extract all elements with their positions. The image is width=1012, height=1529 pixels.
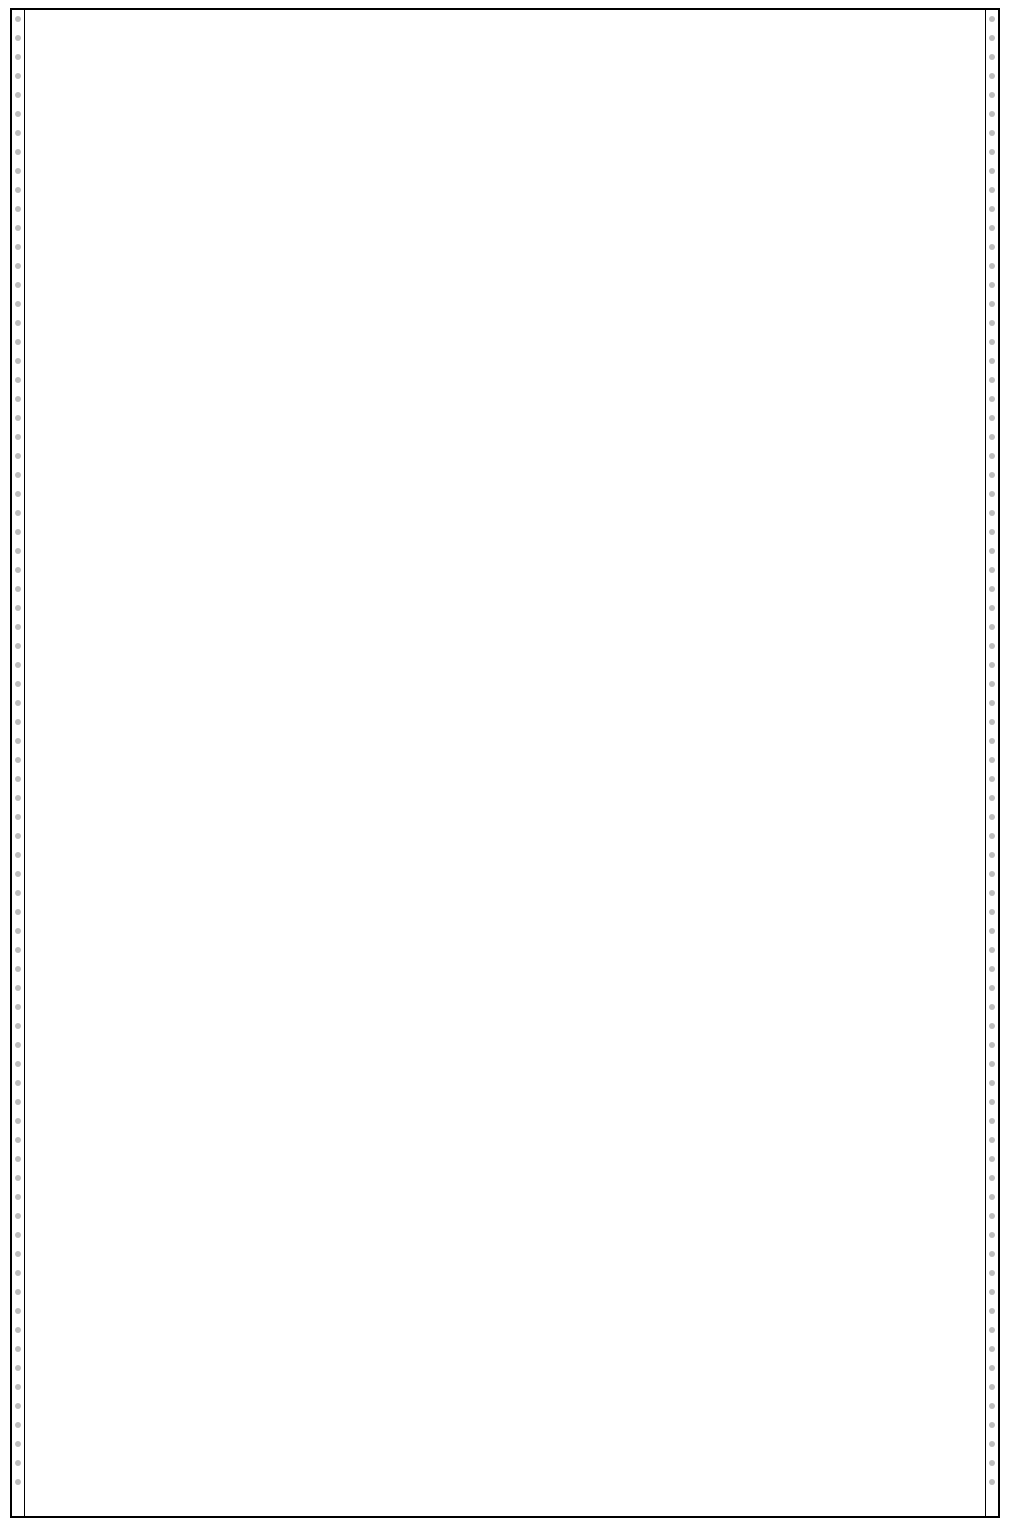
border-dot <box>15 1099 21 1105</box>
border-dot <box>15 339 21 345</box>
border-dot <box>989 510 995 516</box>
notice-content <box>34 20 976 1506</box>
border-dot <box>989 1289 995 1295</box>
border-dot <box>989 966 995 972</box>
border-dot <box>15 111 21 117</box>
border-dot <box>15 643 21 649</box>
border-dot <box>989 73 995 79</box>
border-dot <box>15 985 21 991</box>
border-dot <box>989 529 995 535</box>
border-dot <box>989 225 995 231</box>
right-dotted-border <box>985 10 998 1516</box>
border-dot <box>15 1460 21 1466</box>
border-dot <box>15 1118 21 1124</box>
border-dot <box>15 92 21 98</box>
border-dot <box>15 1156 21 1162</box>
border-dot <box>15 928 21 934</box>
border-dot <box>989 1023 995 1029</box>
border-dot <box>15 16 21 22</box>
border-dot <box>989 1251 995 1257</box>
border-dot <box>989 415 995 421</box>
border-dot <box>989 491 995 497</box>
border-dot <box>15 662 21 668</box>
border-dot <box>989 1460 995 1466</box>
border-dot <box>15 1403 21 1409</box>
border-dot <box>15 377 21 383</box>
border-dot <box>15 586 21 592</box>
border-dot <box>15 548 21 554</box>
border-dot <box>989 833 995 839</box>
border-dot <box>15 1061 21 1067</box>
border-dot <box>989 1327 995 1333</box>
border-dot <box>15 301 21 307</box>
border-dot <box>15 966 21 972</box>
border-dot <box>989 1232 995 1238</box>
border-dot <box>15 681 21 687</box>
border-dot <box>15 890 21 896</box>
border-dot <box>15 396 21 402</box>
border-dot <box>989 111 995 117</box>
border-dot <box>989 890 995 896</box>
border-dot <box>989 700 995 706</box>
border-dot <box>15 529 21 535</box>
border-dot <box>989 187 995 193</box>
border-dot <box>989 377 995 383</box>
border-dot <box>989 1156 995 1162</box>
border-dot <box>989 206 995 212</box>
border-dot <box>989 16 995 22</box>
border-dot <box>989 453 995 459</box>
border-dot <box>15 1365 21 1371</box>
border-dot <box>989 1004 995 1010</box>
border-dot <box>989 282 995 288</box>
border-dot <box>15 852 21 858</box>
border-dot <box>15 1175 21 1181</box>
border-dot <box>15 453 21 459</box>
border-dot <box>15 35 21 41</box>
border-dot <box>15 871 21 877</box>
border-dot <box>15 168 21 174</box>
border-dot <box>15 320 21 326</box>
border-dot <box>15 1327 21 1333</box>
border-dot <box>15 472 21 478</box>
border-dot <box>989 605 995 611</box>
border-dot <box>15 1042 21 1048</box>
border-dot <box>989 1213 995 1219</box>
border-dot <box>989 1384 995 1390</box>
border-dot <box>989 548 995 554</box>
border-dot <box>15 757 21 763</box>
border-dot <box>15 814 21 820</box>
border-dot <box>989 1061 995 1067</box>
border-dot <box>15 263 21 269</box>
border-dot <box>15 1384 21 1390</box>
border-dot <box>15 738 21 744</box>
border-dot <box>15 1270 21 1276</box>
border-dot <box>989 92 995 98</box>
border-dot <box>15 1232 21 1238</box>
border-dot <box>989 624 995 630</box>
border-dot <box>989 1346 995 1352</box>
border-dot <box>989 1365 995 1371</box>
border-dot <box>989 586 995 592</box>
border-dot <box>15 1289 21 1295</box>
border-dot <box>989 168 995 174</box>
border-dot <box>989 662 995 668</box>
border-dot <box>989 795 995 801</box>
border-dot <box>989 681 995 687</box>
border-dot <box>15 491 21 497</box>
border-dot <box>15 358 21 364</box>
border-dot <box>15 1023 21 1029</box>
border-dot <box>15 795 21 801</box>
border-dot <box>15 1137 21 1143</box>
border-dot <box>989 719 995 725</box>
border-dot <box>15 909 21 915</box>
border-dot <box>989 643 995 649</box>
border-dot <box>989 339 995 345</box>
border-dot <box>15 282 21 288</box>
border-dot <box>989 1194 995 1200</box>
border-dot <box>15 187 21 193</box>
notice-page <box>10 8 1000 1518</box>
border-dot <box>989 1099 995 1105</box>
border-dot <box>15 415 21 421</box>
border-dot <box>989 1441 995 1447</box>
border-dot <box>15 434 21 440</box>
border-dot <box>989 54 995 60</box>
border-dot <box>989 1175 995 1181</box>
border-dot <box>15 54 21 60</box>
border-dot <box>989 776 995 782</box>
border-dot <box>989 320 995 326</box>
border-dot <box>989 358 995 364</box>
border-dot <box>15 1479 21 1485</box>
border-dot <box>15 73 21 79</box>
left-dotted-border <box>12 10 25 1516</box>
border-dot <box>15 1346 21 1352</box>
border-dot <box>15 1308 21 1314</box>
border-dot <box>989 301 995 307</box>
border-dot <box>989 1118 995 1124</box>
border-dot <box>989 1479 995 1485</box>
border-dot <box>989 35 995 41</box>
border-dot <box>15 605 21 611</box>
border-dot <box>989 396 995 402</box>
border-dot <box>989 871 995 877</box>
border-dot <box>989 947 995 953</box>
border-dot <box>15 510 21 516</box>
border-dot <box>989 985 995 991</box>
border-dot <box>989 909 995 915</box>
border-dot <box>15 206 21 212</box>
border-dot <box>15 130 21 136</box>
border-dot <box>989 130 995 136</box>
border-dot <box>15 947 21 953</box>
border-dot <box>15 1422 21 1428</box>
border-dot <box>15 833 21 839</box>
border-dot <box>989 1270 995 1276</box>
border-dot <box>989 928 995 934</box>
border-dot <box>989 149 995 155</box>
border-dot <box>15 1194 21 1200</box>
border-dot <box>15 149 21 155</box>
border-dot <box>15 776 21 782</box>
border-dot <box>989 1042 995 1048</box>
border-dot <box>989 738 995 744</box>
border-dot <box>989 757 995 763</box>
border-dot <box>989 434 995 440</box>
border-dot <box>989 1137 995 1143</box>
border-dot <box>15 719 21 725</box>
border-dot <box>15 225 21 231</box>
border-dot <box>989 814 995 820</box>
border-dot <box>15 1213 21 1219</box>
border-dot <box>15 1080 21 1086</box>
border-dot <box>15 1251 21 1257</box>
border-dot <box>989 472 995 478</box>
border-dot <box>15 567 21 573</box>
border-dot <box>15 244 21 250</box>
border-dot <box>989 244 995 250</box>
border-dot <box>989 567 995 573</box>
border-dot <box>989 1308 995 1314</box>
border-dot <box>989 263 995 269</box>
border-dot <box>15 700 21 706</box>
border-dot <box>989 1422 995 1428</box>
border-dot <box>989 1080 995 1086</box>
border-dot <box>15 624 21 630</box>
border-dot <box>989 852 995 858</box>
border-dot <box>989 1403 995 1409</box>
border-dot <box>15 1004 21 1010</box>
border-dot <box>15 1441 21 1447</box>
